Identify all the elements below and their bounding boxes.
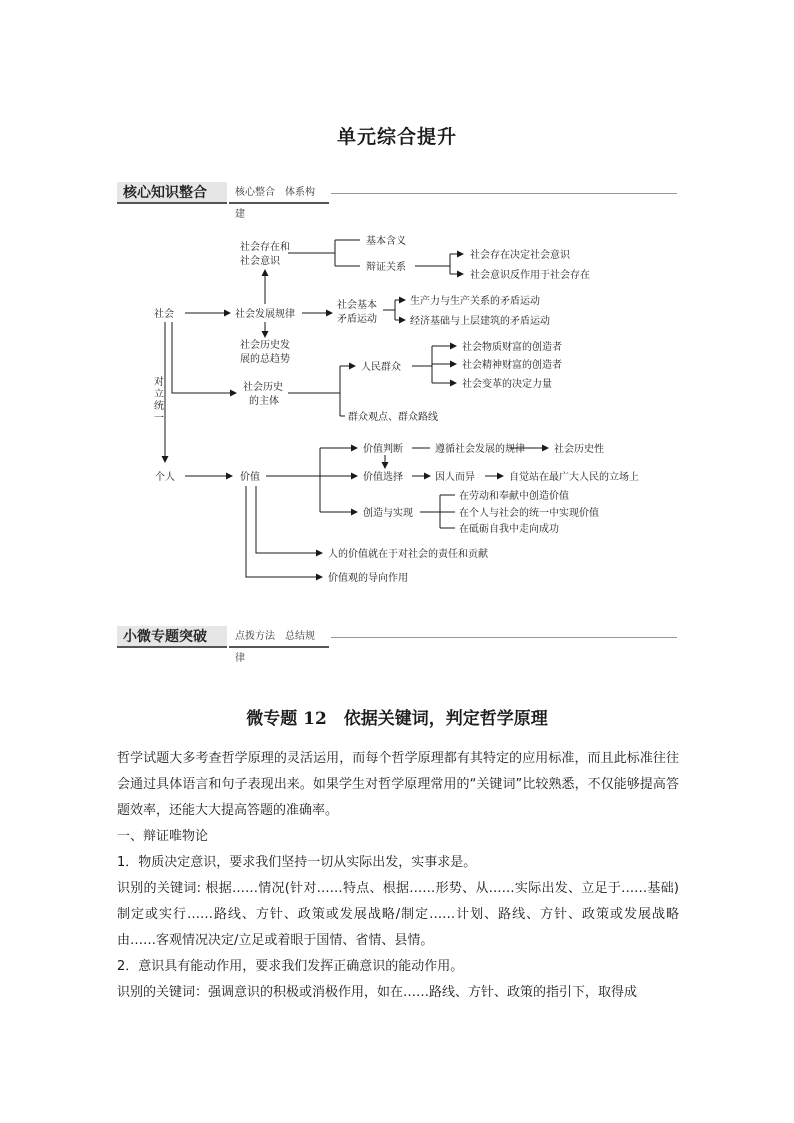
section-title: 核心知识整合 (117, 182, 227, 204)
node-unity-4: 一 (154, 413, 164, 424)
node-basic-meaning: 基本含义 (366, 236, 406, 247)
node-creation: 创造与实现 (363, 508, 413, 519)
arrow-society-subject (172, 322, 236, 393)
paragraph-point-2: 2．意识具有能动作用，要求我们发挥正确意识的能动作用。 (117, 959, 464, 974)
node-being-1: 社会存在和 (240, 242, 290, 253)
node-economic: 经济基础与上层建筑的矛盾运动 (410, 316, 550, 327)
node-law: 社会发展规律 (235, 309, 295, 320)
node-mass-line: 群众观点、群众路线 (348, 412, 438, 423)
paragraph-intro: 哲学试题大多考查哲学原理的灵活运用，而每个哲学原理都有其特定的应用标准，而且此标准往往会通过具体语言和句子表现出来。如果学生对哲学原理常用的“关键词”比较熟悉，不仅能够提高答题效率，还能大大提高答题的准确率。 (117, 751, 679, 818)
section-divider (331, 637, 677, 638)
node-decisive: 社会变革的决定力量 (462, 379, 552, 390)
heading-dialectic: 一、辩证唯物论 (117, 829, 209, 844)
paragraph-keywords-2: 识别的关键词：强调意识的积极或消极作用，如在……路线、方针、政策的指引下，取得成 (117, 985, 638, 1000)
node-unity-3: 统 (154, 401, 164, 412)
body-text (117, 746, 679, 1006)
node-judgment: 价值判断 (363, 444, 403, 455)
node-dialectic: 辩证关系 (366, 262, 406, 273)
section-subtitle: 点拨方法 总结规律 (229, 626, 329, 648)
node-creation-2: 在个人与社会的统一中实现价值 (459, 508, 599, 519)
node-stand: 自觉站在最广大人民的立场上 (509, 472, 639, 483)
node-masses: 人民群众 (361, 362, 401, 373)
node-spiritual: 社会精神财富的创造者 (462, 360, 562, 371)
node-reacts: 社会意识反作用于社会存在 (470, 270, 590, 281)
node-unity-1: 对 (154, 377, 164, 388)
node-unity-2: 立 (154, 389, 164, 400)
section-subtitle: 核心整合 体系构建 (229, 182, 329, 204)
node-decides: 社会存在决定社会意识 (470, 250, 570, 261)
node-creation-3: 在砥砺自我中走向成功 (459, 524, 559, 535)
node-productive: 生产力与生产关系的矛盾运动 (410, 296, 540, 307)
node-trend-1: 社会历史发 (240, 340, 290, 351)
node-creation-1: 在劳动和奉献中创造价值 (459, 491, 569, 502)
section-title: 小微专题突破 (117, 626, 227, 648)
paragraph-keywords-1: 识别的关键词: 根据……情况(针对……特点、根据……形势、从……实际出发、立足于……基础)制定或实行……路线、方针、政策或发展战略/制定……计划、路线、方针、政策或发展战略由……客观情况决定/立足或着眼于国情、省情、县情。 (117, 881, 679, 948)
node-individual: 个人 (155, 472, 175, 483)
node-guide: 价值观的导向作用 (328, 573, 408, 584)
node-choice: 价值选择 (363, 472, 403, 483)
node-contradiction-1: 社会基本 (337, 300, 377, 311)
node-society: 社会 (154, 309, 174, 320)
node-value: 价值 (240, 472, 260, 483)
page-title: 单元综合提升 (336, 126, 457, 148)
node-contradiction-2: 矛盾运动 (337, 314, 377, 325)
node-being-2: 社会意识 (240, 256, 280, 267)
paragraph-point-1: 1．物质决定意识，要求我们坚持一切从实际出发，实事求是。 (117, 855, 477, 870)
node-follow-law: 遵循社会发展的规律 (435, 444, 525, 455)
node-historical: 社会历史性 (554, 444, 604, 455)
node-subject-2: 的主体 (249, 396, 279, 407)
topic-title: 微专题 12 依据关键词，判定哲学原理 (246, 709, 548, 729)
node-varies: 因人而异 (435, 472, 475, 483)
node-person-value: 人的价值就在于对社会的责任和贡献 (328, 549, 488, 560)
node-trend-2: 展的总趋势 (240, 354, 290, 365)
node-subject-1: 社会历史 (243, 382, 283, 393)
node-material: 社会物质财富的创造者 (462, 342, 562, 353)
